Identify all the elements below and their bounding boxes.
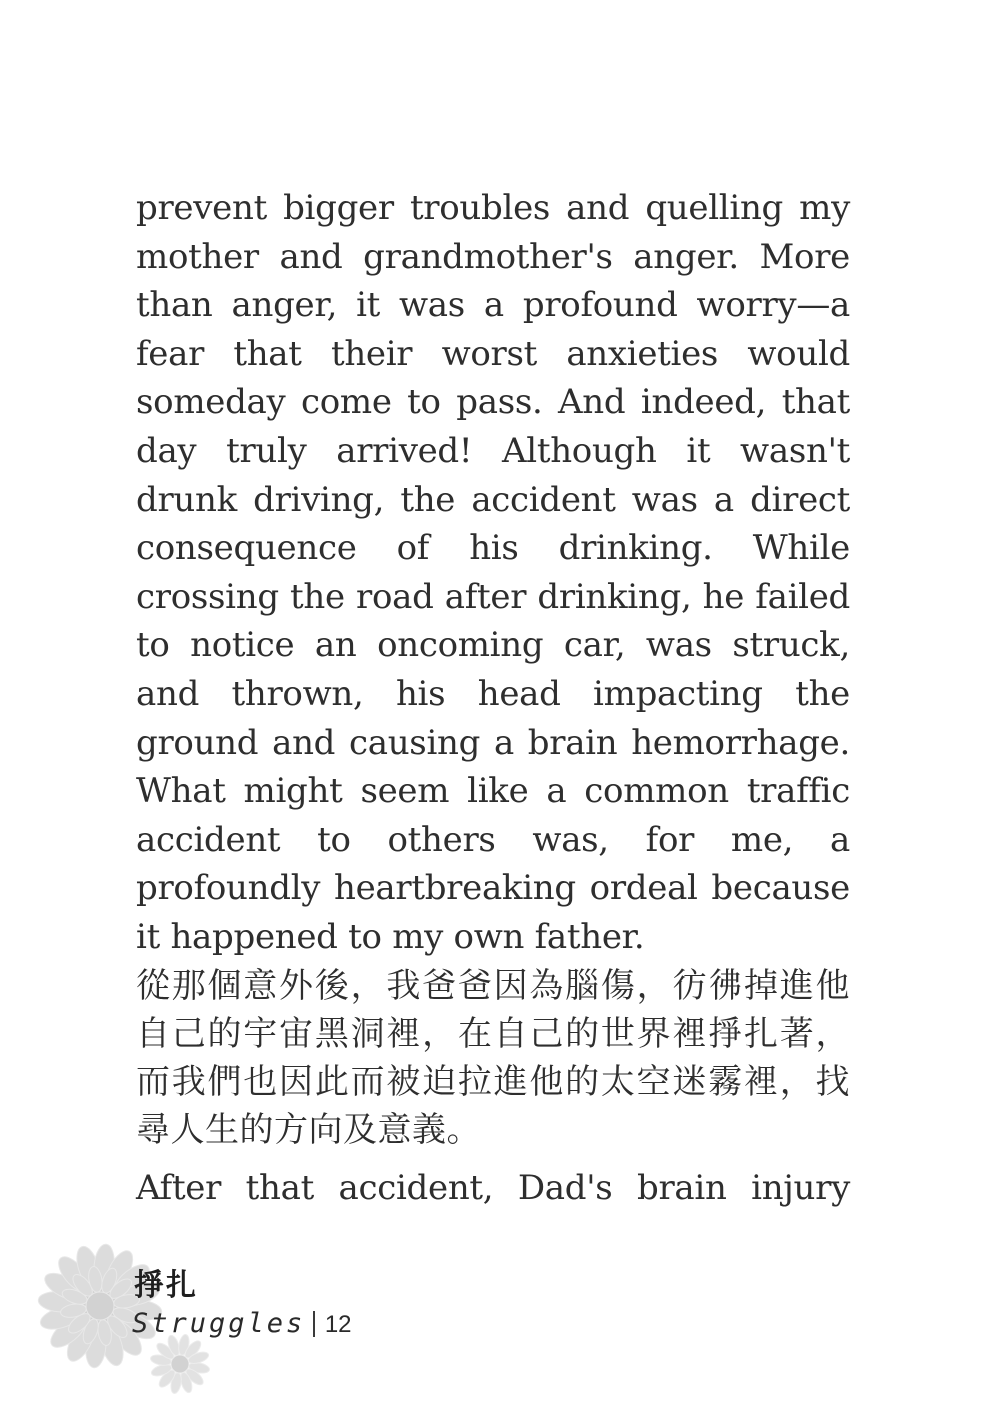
page-number: 12 — [324, 1311, 352, 1338]
chapter-title-chinese: 掙扎 — [134, 1268, 198, 1303]
chapter-title-row — [132, 1308, 352, 1339]
body-paragraph-1: prevent bigger troubles and quelling my mother and grandmother's anger. More than anger, it was a profound worry—a fear that their worst anxieties would someday come to pass. And indeed, that day truly arrived! Although it wasn't drunk driving, the accident was a direct consequence of his drinking. While crossing the road after drinking, he failed to notice an oncoming car, was struck, and thrown, his head impacting the ground and causing a brain hemorrhage. What might seem like a common traffic accident to others was, for me, a profoundly heartbreaking ordeal because it happened to my own father. — [136, 188, 850, 957]
chapter-title-english: Struggles — [132, 1308, 306, 1339]
page-footer — [30, 1236, 450, 1396]
body-paragraph-2: After that accident, Dad's brain injury — [136, 1168, 850, 1208]
footer-separator — [313, 1311, 315, 1337]
body-paragraph-chinese: 從那個意外後，我爸爸因為腦傷，彷彿掉進他自己的宇宙黑洞裡，在自己的世界裡掙扎著，而我們也因此而被迫拉進他的太空迷霧裡，找尋人生的方向及意義。 — [136, 966, 850, 1150]
